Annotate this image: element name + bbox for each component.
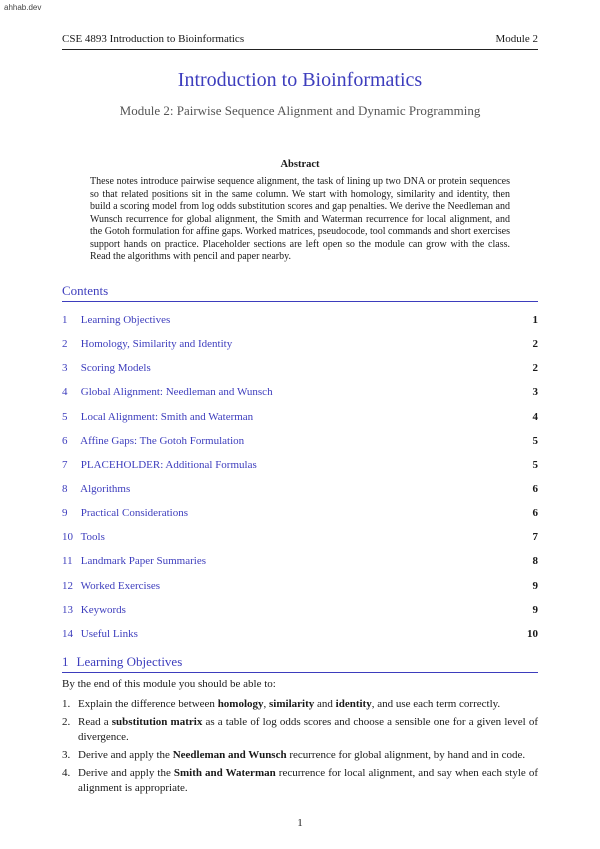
toc-page[interactable]: 8: [532, 555, 538, 568]
toc-number: 8: [62, 482, 68, 495]
toc-number: 2: [62, 338, 68, 351]
toc-page[interactable]: 3: [532, 386, 538, 399]
item-number: 2.: [62, 716, 71, 728]
toc-label[interactable]: Homology, Similarity and Identity: [80, 338, 233, 351]
item-text: Derive and apply the Needleman and Wunsch recurrence for global alignment, by hand and in code.: [78, 749, 526, 761]
toc-page[interactable]: 1: [532, 314, 538, 326]
toc-item[interactable]: [62, 359, 538, 383]
toc-page[interactable]: 6: [532, 507, 538, 520]
key-term: similarity: [269, 698, 315, 710]
course-title: CSE 4893 Introduction to Bioinformatics: [62, 33, 245, 45]
item-text: Derive and apply the Smith and Waterman recurrence for local alignment, and say when each style of alignment is appropriate.: [78, 767, 538, 794]
toc-label[interactable]: Scoring Models: [80, 362, 151, 375]
toc-label[interactable]: Global Alignment: Needleman and Wunsch: [80, 386, 273, 399]
watermark: ahhab.dev: [4, 3, 42, 12]
list-item: [62, 697, 538, 712]
section-number: 1: [62, 654, 69, 669]
objectives-intro: By the end of this module you should be able to:: [62, 678, 276, 690]
toc-item[interactable]: [62, 480, 538, 504]
toc-item[interactable]: [62, 456, 538, 480]
toc-number: 11: [62, 555, 73, 568]
toc-label[interactable]: Learning Objectives: [80, 314, 171, 326]
toc-item[interactable]: [62, 577, 538, 601]
contents-heading-label: Contents: [62, 283, 109, 298]
toc-label[interactable]: Algorithms: [80, 482, 131, 495]
toc-number: 9: [62, 507, 68, 520]
toc-page[interactable]: 10: [527, 627, 538, 640]
toc-item[interactable]: [62, 552, 538, 576]
key-term: Smith and Waterman: [173, 767, 276, 779]
key-term: homology: [217, 698, 264, 710]
toc-page[interactable]: 4: [532, 410, 538, 423]
document-title: Introduction to Bioinformatics: [177, 69, 423, 91]
toc-label[interactable]: Useful Links: [80, 627, 138, 640]
toc-number: 13: [62, 603, 73, 616]
toc-label[interactable]: Local Alignment: Smith and Waterman: [80, 410, 254, 423]
section-title: Learning Objectives: [76, 654, 183, 669]
toc-number: 12: [62, 579, 73, 592]
toc-label[interactable]: Tools: [80, 531, 105, 544]
toc-number: 10: [62, 531, 73, 544]
objectives-list: [62, 697, 538, 799]
item-number: 3.: [62, 749, 71, 761]
list-item: [62, 766, 538, 796]
toc-page[interactable]: 7: [532, 531, 538, 544]
toc-item[interactable]: [62, 504, 538, 528]
toc-number: 3: [62, 362, 68, 375]
key-term: substitution matrix: [111, 716, 203, 728]
toc-number: 7: [62, 458, 68, 471]
toc-number: 6: [62, 434, 68, 447]
toc-page[interactable]: 9: [532, 579, 538, 592]
item-number: 4.: [62, 767, 71, 779]
table-of-contents: [62, 311, 538, 649]
toc-number: 4: [62, 386, 68, 399]
running-header: [62, 33, 538, 45]
toc-number: 1: [62, 314, 68, 326]
toc-label[interactable]: Worked Exercises: [80, 579, 161, 592]
toc-page[interactable]: 5: [532, 434, 538, 447]
toc-item[interactable]: [62, 432, 538, 456]
header-rule: [62, 49, 538, 50]
document-subtitle: Module 2: Pairwise Sequence Alignment and Dynamic Programming: [119, 103, 481, 118]
toc-label[interactable]: PLACEHOLDER: Additional Formulas: [80, 458, 257, 471]
page-number: 1: [297, 817, 303, 829]
item-text: Explain the difference between homology, similarity and identity, and use each term correctly.: [78, 698, 501, 710]
toc-label[interactable]: Landmark Paper Summaries: [80, 555, 206, 568]
toc-item[interactable]: [62, 408, 538, 432]
toc-item[interactable]: [62, 528, 538, 552]
list-item: [62, 715, 538, 745]
toc-item[interactable]: [62, 601, 538, 625]
toc-page[interactable]: 2: [532, 338, 538, 351]
toc-label[interactable]: Keywords: [80, 603, 126, 616]
toc-item[interactable]: [62, 625, 538, 649]
toc-page[interactable]: 6: [532, 482, 538, 495]
toc-page[interactable]: 2: [532, 362, 538, 375]
abstract-text: These notes introduce pairwise sequence alignment, the task of lining up two DNA or protein sequences so that related positions sit in the same column. We start with homology, similarity and identity, then build a scoring model from log odds substitution scores and gap penalties. We derive the Needleman and Wunsch recurrence for global alignment, the Smith and Waterman recurrence for local alignment, and the Gotoh formulation for affine gaps. Worked matrices, pseudocode, tool commands and short exercises support hands on practice. Placeholder sections are left open so the module can grow with the class. Read the algorithms with pencil and paper nearby.: [90, 176, 510, 262]
toc-page[interactable]: 9: [532, 603, 538, 616]
toc-item[interactable]: [62, 335, 538, 359]
toc-page[interactable]: 5: [532, 458, 538, 471]
toc-item[interactable]: [62, 311, 538, 335]
toc-label[interactable]: Affine Gaps: The Gotoh Formulation: [80, 434, 245, 447]
toc-item[interactable]: [62, 383, 538, 407]
module-label: Module 2: [495, 33, 538, 45]
list-item: [62, 748, 538, 763]
section-heading: [62, 654, 538, 673]
toc-label[interactable]: Practical Considerations: [80, 507, 188, 520]
contents-heading: [62, 283, 538, 302]
key-term: Needleman and Wunsch: [172, 749, 287, 761]
toc-number: 14: [62, 627, 73, 640]
item-number: 1.: [62, 698, 71, 710]
item-text: Read a substitution matrix as a table of log odds scores and choose a sensible one for a given level of divergence.: [78, 716, 539, 743]
toc-number: 5: [62, 410, 68, 423]
abstract-heading: Abstract: [280, 159, 320, 170]
key-term: identity: [335, 698, 372, 710]
